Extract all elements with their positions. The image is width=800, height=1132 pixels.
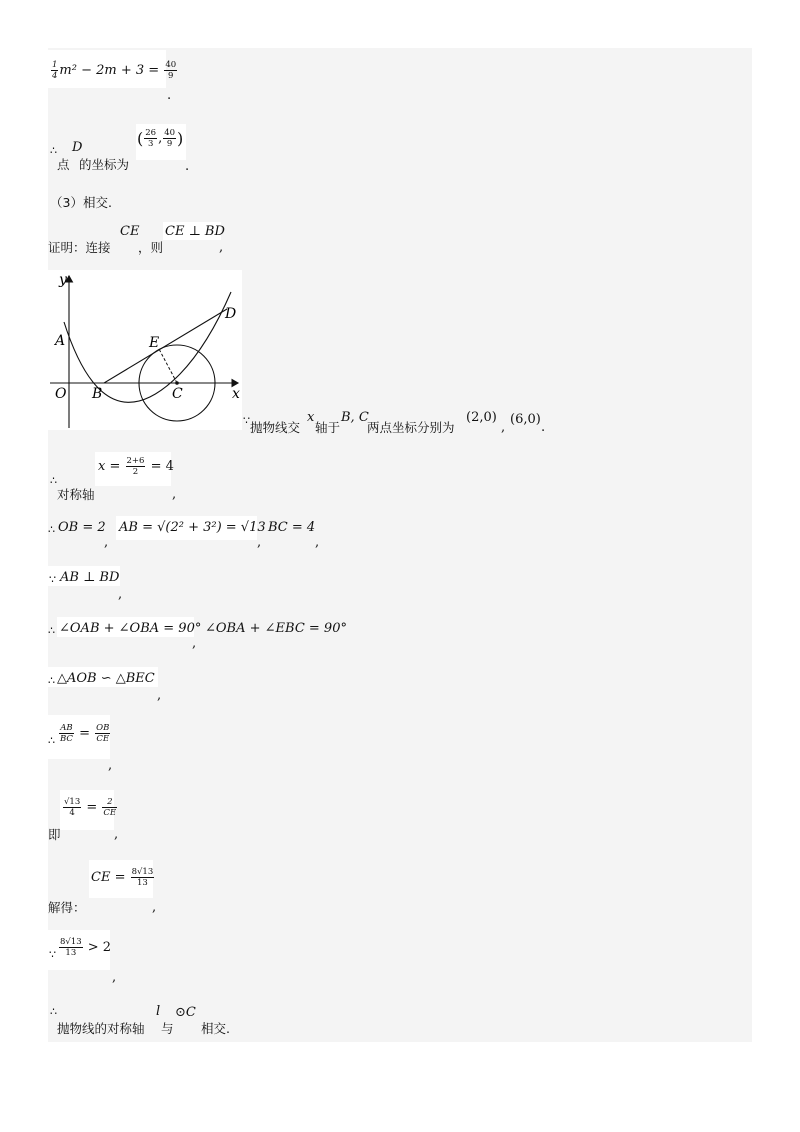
comma-7c: , (315, 535, 320, 550)
therefore-symbol: ∴ (48, 674, 55, 687)
comma-14: , (112, 970, 117, 985)
label-B: B (92, 386, 103, 402)
therefore-symbol: ∴ (48, 624, 55, 637)
text-coords-are: 两点坐标分别为 (367, 420, 455, 435)
label-A: A (55, 333, 66, 349)
points-BC: B, C (341, 410, 369, 425)
segment-CE (159, 349, 177, 383)
label-E: E (149, 335, 160, 351)
period-5: . (541, 420, 546, 435)
bc-value: BC = 4 (268, 520, 316, 535)
therefore-symbol: ∴ (48, 523, 55, 536)
text-namely: 即 (48, 827, 61, 842)
equation-m (50, 60, 178, 81)
ratio-equation: $\frac{AB}{BC}$ = $\frac{OB}{CE}$ (60, 723, 110, 744)
compare-inequality: $\frac{8√13}{13}$ > 2 (60, 937, 112, 958)
axis-equation: x = $\frac{2+6}{2}$ = 4 (98, 456, 174, 477)
comma-11: , (108, 758, 113, 773)
point-D-label: D (72, 140, 83, 155)
text-axis-at: 轴于 (315, 420, 341, 435)
text-point: 点 (57, 157, 70, 172)
text-intersect: 相交. (201, 1021, 230, 1036)
therefore-symbol: ∴ (50, 474, 57, 487)
document-sheet (48, 48, 752, 1042)
comma-6: , (172, 487, 177, 502)
label-x: x (232, 386, 240, 402)
comma-5: , (501, 420, 506, 435)
label-C: C (172, 386, 183, 402)
circle-C-label: ⊙C (175, 1005, 196, 1020)
ab-value: AB = √(2² + 3²) = √13 (119, 520, 266, 535)
ce-perp-bd: CE ⊥ BD (165, 224, 225, 239)
segment-CE-label: CE (120, 224, 140, 239)
line-BD (104, 309, 227, 383)
coord-C: (6,0) (510, 412, 541, 427)
ratio-sub-equation: $\frac{√13}{4}$ = $\frac{2}{CE}$ (64, 797, 117, 818)
angle-sum-oab: ∠OAB + ∠OBA = 90° (59, 621, 202, 636)
text-coordinates-of: 的坐标为 (79, 157, 130, 172)
comma-8: , (118, 587, 123, 602)
x-var: x (307, 410, 315, 425)
similar-triangles: △AOB ∽ △BEC (57, 671, 155, 686)
period-1: . (167, 88, 172, 103)
figure-svg (48, 270, 242, 430)
because-symbol: ∵ (49, 948, 56, 961)
text-axis-of-symmetry: 对称轴 (57, 487, 95, 502)
comma-7a: , (104, 535, 109, 550)
label-D: D (225, 306, 237, 322)
text-parabola-meets: 抛物线交 (250, 420, 301, 435)
line-l-label: l (156, 1004, 161, 1019)
label-y: y (59, 272, 67, 288)
part-3-heading: （3）相交. (50, 195, 112, 210)
parabola (64, 292, 231, 402)
label-O: O (55, 386, 67, 402)
therefore-symbol: ∴ (50, 144, 57, 157)
text-axis-of-parabola: 抛物线的对称轴 (57, 1021, 145, 1036)
text-solve: 解得： (48, 900, 86, 915)
figure-parabola-circle (48, 270, 242, 430)
text-proof-connect: 证明：连接 (48, 240, 111, 255)
because-symbol: ∵ (49, 573, 56, 586)
comma-12: , (114, 827, 119, 842)
comma-13: , (152, 900, 157, 915)
therefore-symbol: ∴ (48, 734, 55, 747)
point-C (175, 381, 179, 385)
comma-4: , (219, 240, 224, 255)
ob-value: OB = 2 (58, 520, 106, 535)
comma-10: , (157, 688, 162, 703)
therefore-symbol: ∴ (50, 1005, 57, 1018)
ab-perp-bd: AB ⊥ BD (60, 570, 120, 585)
text-then: ，则 (138, 240, 164, 255)
because-symbol: ∵ (243, 414, 250, 427)
comma-9: , (192, 636, 197, 651)
frac-quarter: $\frac{1}{4}$ (52, 60, 58, 81)
comma-7b: , (257, 535, 262, 550)
ce-solution: CE = $\frac{8√13}{13}$ (91, 867, 154, 888)
frac-40-9: $\frac{40}{9}$ (165, 60, 177, 81)
coord-D: ( $\frac{26}{3}$ , $\frac{40}{9}$ ) (137, 128, 184, 149)
text-and: 与 (161, 1021, 174, 1036)
equation-m-text: m² − 2m + 3 = (59, 63, 160, 78)
angle-sum-ebc: ∠OBA + ∠EBC = 90° (205, 621, 347, 636)
period-2: . (185, 159, 190, 174)
coord-B: (2,0) (466, 410, 497, 425)
